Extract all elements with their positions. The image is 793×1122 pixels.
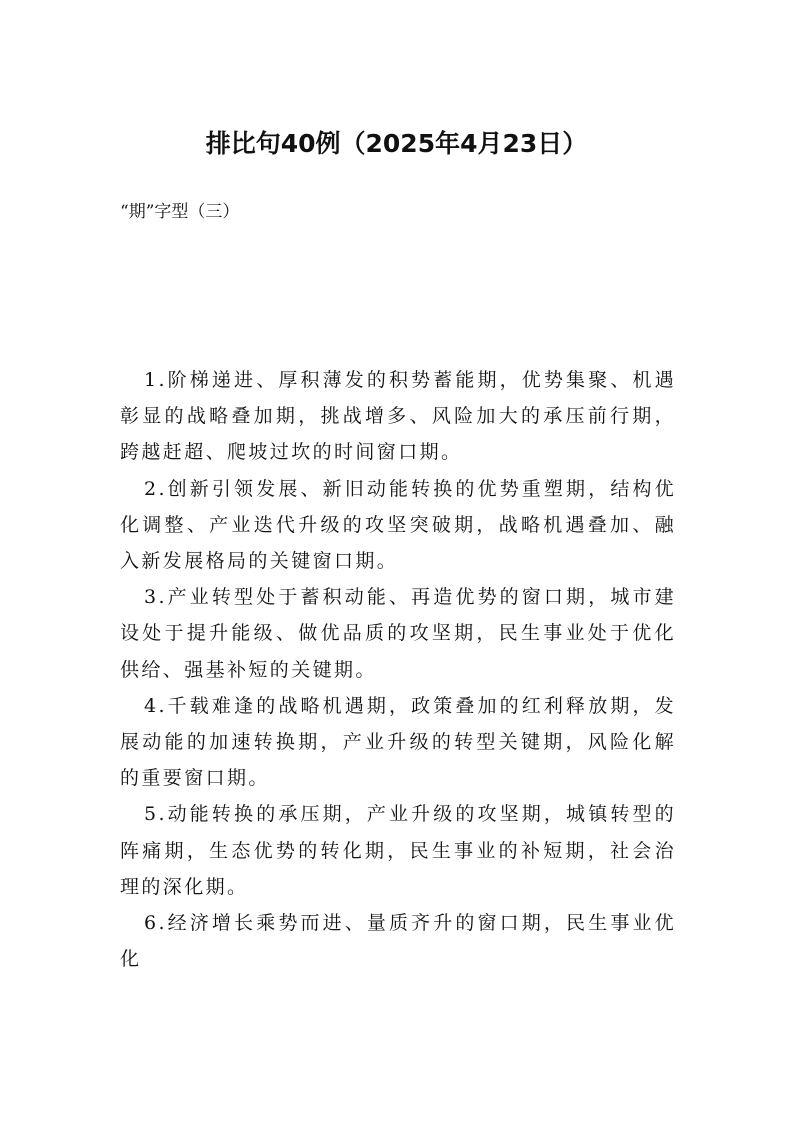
document-title: 排比句40例（2025年4月23日） xyxy=(205,129,588,158)
paragraph-5: 5.动能转换的承压期，产业升级的攻坚期，城镇转型的阵痛期，生态优势的转化期，民生事业的补短期，社会治理的深化期。 xyxy=(120,803,676,898)
section-subtitle: “期”字型（三） xyxy=(120,202,240,222)
paragraph-2: 2.创新引领发展、新旧动能转换的优势重塑期，结构优化调整、产业迭代升级的攻坚突破期，战略机遇叠加、融入新发展格局的关键窗口期。 xyxy=(120,477,676,573)
document-body xyxy=(120,362,676,977)
paragraph-4: 4.千载难逢的战略机遇期，政策叠加的红利释放期，发展动能的加速转换期，产业升级的转型关键期，风险化解的重要窗口期。 xyxy=(120,694,676,790)
paragraph-3: 3.产业转型处于蓄积动能、再造优势的窗口期，城市建设处于提升能级、做优品质的攻坚期，民生事业处于优化供给、强基补短的关键期。 xyxy=(120,586,676,681)
paragraph-6: 6.经济增长乘势而进、量质齐升的窗口期，民生事业优化 xyxy=(120,912,676,971)
paragraph-1: 1.阶梯递进、厚积薄发的积势蓄能期，优势集聚、机遇彰显的战略叠加期，挑战增多、风险加大的承压前行期，跨越赶超、爬坡过坎的时间窗口期。 xyxy=(120,369,676,464)
